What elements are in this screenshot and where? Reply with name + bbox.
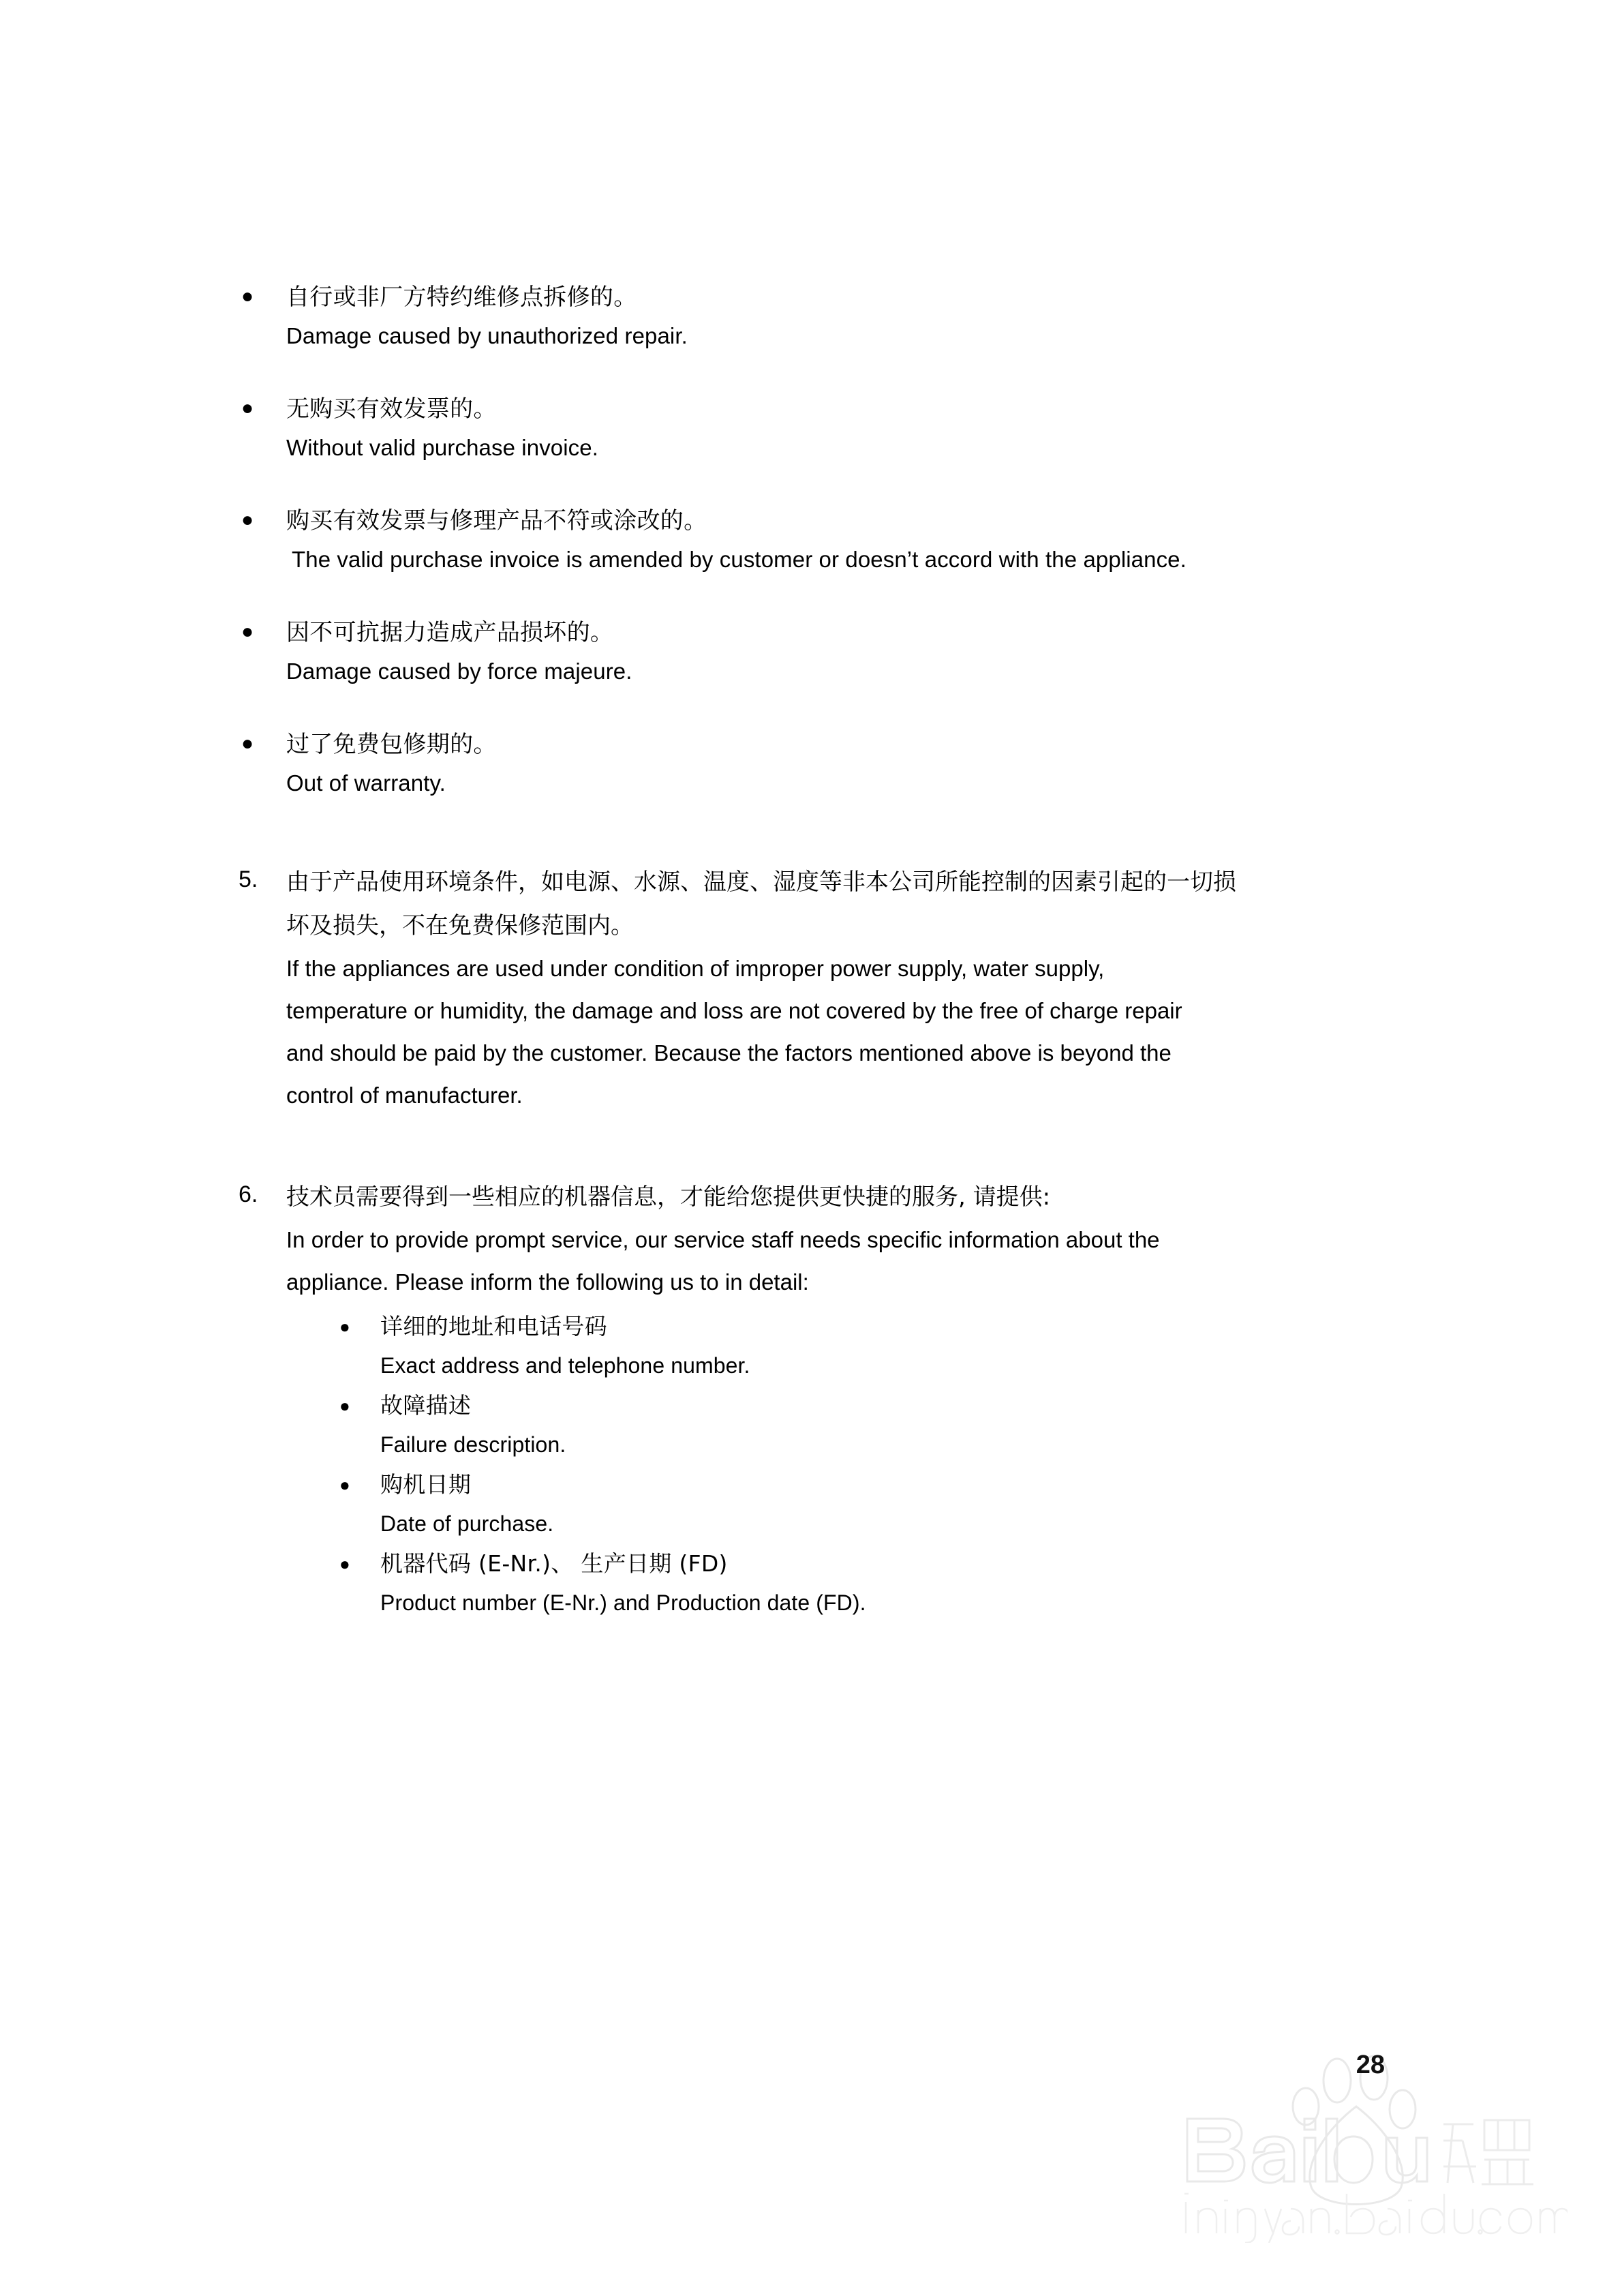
list-item — [237, 614, 1368, 691]
bullet-icon: ● — [241, 397, 254, 419]
list-item — [237, 390, 1368, 468]
list-item-text-cn: 无购买有效发票的。 — [286, 395, 497, 423]
list-item-text-cn: 过了免费包修期的。 — [286, 731, 497, 758]
sub-list-item — [337, 1387, 1368, 1464]
numbered-item-5 — [237, 860, 1368, 1117]
list-item-text-en: The valid purchase invoice is amended by customer or doesn’t accord with the appliance. — [292, 547, 1187, 572]
section-spacer — [237, 837, 1368, 860]
bullet-icon: ● — [339, 1554, 350, 1574]
bullet-icon: ● — [241, 285, 254, 307]
list-item — [237, 502, 1368, 579]
sub-item-text-cn: 机器代码 (E-Nr.)、 生产日期 (FD) — [380, 1550, 728, 1577]
item6-en-line-1: In order to provide prompt service, our service staff needs specific information about the — [286, 1227, 1160, 1252]
sub-list-item — [337, 1308, 1368, 1385]
sub-item-text-cn: 购机日期 — [380, 1471, 472, 1498]
bullet-icon: ● — [339, 1475, 350, 1495]
bullet-icon: ● — [339, 1395, 350, 1416]
item5-en-line-4: control of manufacturer. — [286, 1083, 523, 1108]
item6-cn-line-1: 技术员需要得到一些相应的机器信息，才能给您提供更快捷的服务, 请提供: — [286, 1183, 1051, 1211]
list-item-text-cn: 购买有效发票与修理产品不符或涂改的。 — [286, 507, 707, 534]
sub-list-item — [337, 1545, 1368, 1622]
sub-item-text-en: Failure description. — [380, 1432, 566, 1457]
bullet-icon: ● — [241, 732, 254, 755]
item5-en-line-3: and should be paid by the customer. Because the factors mentioned above is beyond the — [286, 1040, 1172, 1066]
list-item — [237, 278, 1368, 356]
item5-cn-line-2: 坏及损失，不在免费保修范围内。 — [286, 912, 634, 939]
list-item — [237, 725, 1368, 803]
list-item-text-en: Without valid purchase invoice. — [286, 435, 598, 460]
item5-cn-line-1: 由于产品使用环境条件，如电源、水源、温度、湿度等非本公司所能控制的因素引起的一切损 — [286, 868, 1236, 896]
sub-item-text-en: Exact address and telephone number. — [380, 1353, 750, 1378]
list-number: 6. — [239, 1181, 258, 1207]
bullet-icon: ● — [241, 620, 254, 643]
item5-en-line-1: If the appliances are used under condition of improper power supply, water supply, — [286, 956, 1105, 981]
sub-item-text-cn: 详细的地址和电话号码 — [380, 1313, 607, 1340]
list-item-text-cn: 自行或非厂方特约维修点拆修的。 — [286, 284, 637, 311]
list-number: 5. — [239, 866, 258, 892]
list-item-text-en: Damage caused by unauthorized repair. — [286, 323, 688, 348]
sub-item-text-cn: 故障描述 — [380, 1392, 472, 1419]
item6-en-line-2: appliance. Please inform the following us to in detail: — [286, 1269, 809, 1295]
list-item-text-en: Damage caused by force majeure. — [286, 659, 632, 684]
bullet-icon: ● — [339, 1316, 350, 1337]
list-item-text-en: Out of warranty. — [286, 770, 446, 796]
section-spacer — [237, 1152, 1368, 1175]
page-number: 28 — [1356, 2051, 1385, 2079]
numbered-item-6 — [237, 1175, 1368, 1622]
sub-list-item — [337, 1466, 1368, 1543]
list-item-text-cn: 因不可抗据力造成产品损坏的。 — [286, 619, 614, 646]
item5-en-line-2: temperature or humidity, the damage and loss are not covered by the free of charge repair — [286, 998, 1182, 1023]
sub-item-text-en: Product number (E-Nr.) and Production date (FD). — [380, 1590, 866, 1615]
page-content — [237, 278, 1368, 1658]
sub-item-text-en: Date of purchase. — [380, 1511, 554, 1536]
bullet-icon: ● — [241, 509, 254, 531]
item6-sub-list — [286, 1308, 1368, 1622]
